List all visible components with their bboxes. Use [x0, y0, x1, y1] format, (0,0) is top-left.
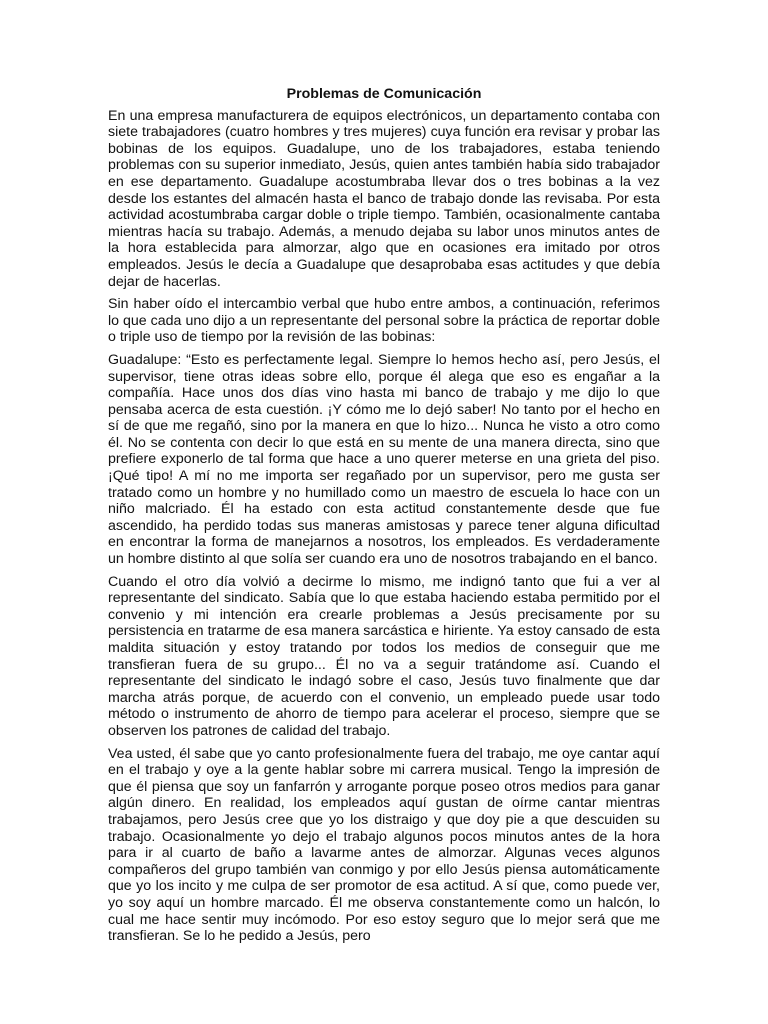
paragraph-1: En una empresa manufacturera de equipos electrónicos, un departamento contaba con siete trabajadores (cuatro hombres y tres mujeres) cuya función era revisar y probar las bobinas de los equipos. Guadalupe, uno de los trabajadores, estaba teniendo problemas con su superior inmediato, Jesús, quien antes también había sido trabajador en ese departamento. Guadalupe acostumbraba llevar dos o tres bobinas a la vez desde los estantes del almacén hasta el banco de trabajo donde las revisaba. Por esta actividad acostumbraba cargar doble o triple tiempo. También, ocasionalmente cantaba mientras hacía su trabajo. Además, a menudo dejaba su labor unos minutos antes de la hora establecida para almorzar, algo que en ocasiones era imitado por otros empleados. Jesús le decía a Guadalupe que desaprobaba esas actitudes y que debía dejar de hacerlas.	[108, 107, 660, 290]
document-page	[108, 86, 660, 951]
paragraph-4: Cuando el otro día volvió a decirme lo mismo, me indignó tanto que fui a ver al representante del sindicato. Sabía que lo que estaba haciendo estaba permitido por el convenio y mi intención era crearle problemas a Jesús precisamente por su persistencia en tratarme de esa manera sarcástica e hiriente. Ya estoy cansado de esta maldita situación y estoy tratando por todos los medios de conseguir que me transfieran fuera de su grupo... Él no va a seguir tratándome así. Cuando el representante del sindicato le indagó sobre el caso, Jesús tuvo finalmente que dar marcha atrás porque, de acuerdo con el convenio, un empleado puede usar todo método o instrumento de ahorro de tiempo para acelerar el proceso, siempre que se observen los patrones de calidad del trabajo.	[108, 573, 660, 739]
paragraph-3: Guadalupe: “Esto es perfectamente legal. Siempre lo hemos hecho así, pero Jesús, el supervisor, tiene otras ideas sobre ello, porque él alega que eso es engañar a la compañía. Hace unos dos días vino hasta mi banco de trabajo y me dijo lo que pensaba acerca de esta cuestión. ¡Y cómo me lo dejó saber! No tanto por el hecho en sí de que me regañó, sino por la manera en que lo hizo... Nunca he visto a otro como él. No se contenta con decir lo que está en su mente de una manera directa, sino que prefiere exponerlo de tal forma que hace a uno querer meterse en una grieta del piso. ¡Qué tipo! A mí no me importa ser regañado por un supervisor, pero me gusta ser tratado como un hombre y no humillado como un maestro de escuela lo hace con un niño malcriado. Él ha estado con esta actitud constantemente desde que fue ascendido, ha perdido todas sus maneras amistosas y parece tener alguna dificultad en encontrar la forma de manejarnos a nosotros, los empleados. Es verdaderamente un hombre distinto al que solía ser cuando era uno de nosotros trabajando en el banco.	[108, 351, 660, 568]
paragraph-2: Sin haber oído el intercambio verbal que hubo entre ambos, a continuación, referimos lo que cada uno dijo a un representante del personal sobre la práctica de reportar doble o triple uso de tiempo por la revisión de las bobinas:	[108, 296, 660, 346]
paragraph-5: Vea usted, él sabe que yo canto profesionalmente fuera del trabajo, me oye cantar aquí en el trabajo y oye a la gente hablar sobre mi carrera musical. Tengo la impresión de que él piensa que soy un fanfarrón y arrogante porque poseo otros medios para ganar algún dinero. En realidad, los empleados aquí gustan de oírme cantar mientras trabajamos, pero Jesús cree que yo los distraigo y que doy pie a que descuiden su trabajo. Ocasionalmente yo dejo el trabajo algunos pocos minutos antes de la hora para ir al cuarto de baño a lavarme antes de almorzar. Algunas veces algunos compañeros del grupo también van conmigo y por ello Jesús piensa automáticamente que yo los incito y me culpa de ser promotor de esa actitud. A sí que, como puede ver, yo soy aquí un hombre marcado. Él me observa constantemente como un halcón, lo cual me hace sentir muy incómodo. Por eso estoy seguro que lo mejor será que me transfieran. Se lo he pedido a Jesús, pero	[108, 745, 660, 945]
document-title: Problemas de Comunicación	[286, 86, 482, 102]
